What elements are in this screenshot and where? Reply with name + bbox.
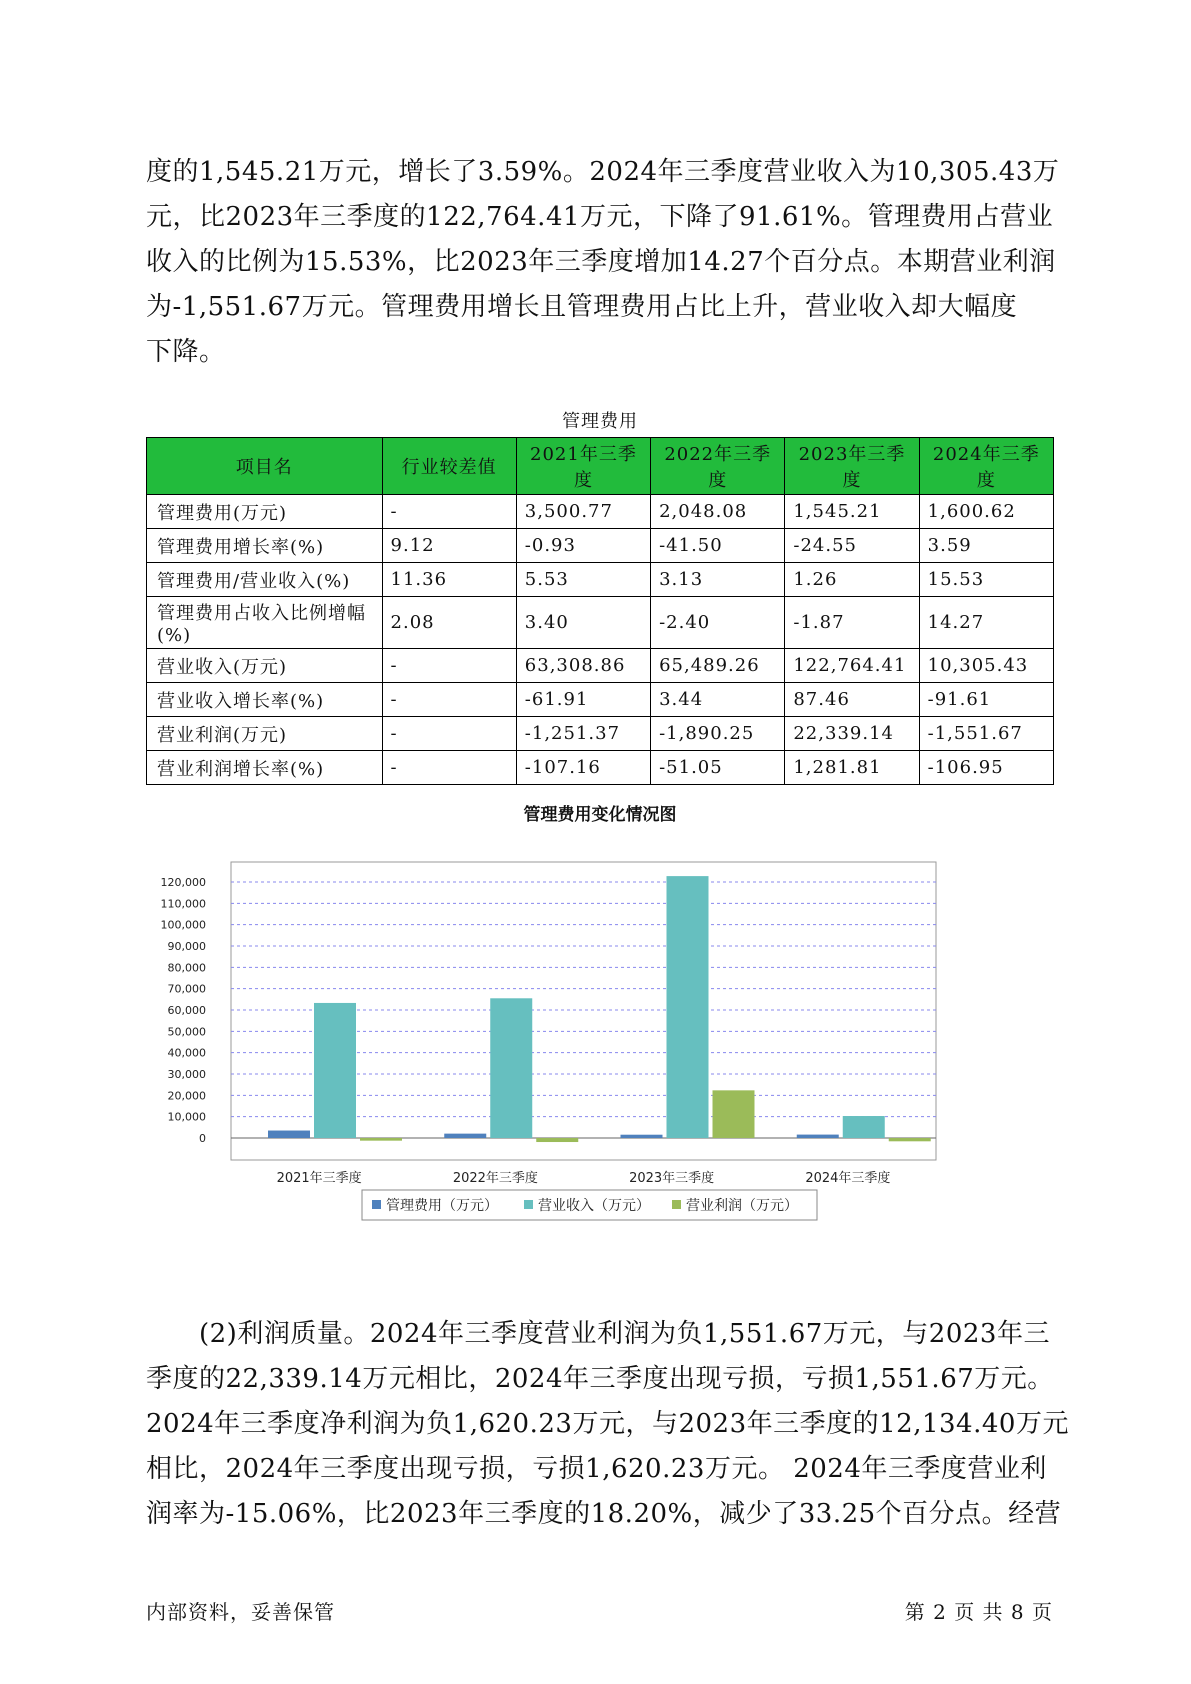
bar (536, 1138, 578, 1142)
table-header-cell: 2023年三季度 (785, 438, 919, 495)
table-cell: 22,339.14 (785, 717, 919, 751)
legend-swatch (372, 1200, 381, 1209)
table-cell: 3,500.77 (516, 495, 650, 529)
table-cell: 2,048.08 (651, 495, 785, 529)
table-row (147, 751, 1054, 785)
chart-plot-area (161, 862, 937, 1186)
table-row-label: 营业收入(万元) (147, 649, 383, 683)
table-row-label: 营业利润增长率(%) (147, 751, 383, 785)
table-row (147, 563, 1054, 597)
table-cell: -0.93 (516, 529, 650, 563)
bar (843, 1116, 885, 1138)
y-tick-label: 100,000 (160, 918, 206, 932)
table-body (147, 495, 1054, 785)
paragraph-line: 季度的22,339.14万元相比，2024年三季度出现亏损，亏损1,551.67万元。 (146, 1364, 1054, 1394)
table-cell: -1,251.37 (516, 717, 650, 751)
y-tick-label: 0 (199, 1132, 206, 1145)
legend-swatch (672, 1200, 681, 1209)
table-cell: -1,551.67 (919, 717, 1053, 751)
paragraph-line: 下降。 (146, 337, 226, 367)
chart-legend (362, 1190, 817, 1220)
bar (797, 1135, 839, 1138)
legend-label: 管理费用（万元） (386, 1198, 498, 1214)
table-cell: -106.95 (919, 751, 1053, 785)
table-header-cell: 行业较差值 (382, 438, 516, 495)
table-cell: -24.55 (785, 529, 919, 563)
table-cell: -51.05 (651, 751, 785, 785)
table-cell: - (382, 683, 516, 717)
table-cell: - (382, 751, 516, 785)
table-cell: 65,489.26 (651, 649, 785, 683)
bar (889, 1138, 931, 1141)
table-cell: - (382, 717, 516, 751)
bar (713, 1090, 755, 1138)
y-tick-label: 10,000 (167, 1110, 206, 1124)
table-header-cell: 2022年三季度 (651, 438, 785, 495)
table-cell: 3.40 (516, 597, 650, 649)
paragraph-line: 元，比2023年三季度的122,764.41万元，下降了91.61%。管理费用占营业 (146, 202, 1054, 232)
paragraph-line: (2)利润质量。2024年三季度营业利润为负1,551.67万元，与2023年三 (146, 1319, 1050, 1349)
table-cell: 1,545.21 (785, 495, 919, 529)
admin-expense-table (146, 437, 1054, 785)
table-cell: -1,890.25 (651, 717, 785, 751)
paragraph-line: 相比，2024年三季度出现亏损，亏损1,620.23万元。 2024年三季度营业利 (146, 1454, 1047, 1484)
table-row (147, 649, 1054, 683)
bar (667, 876, 709, 1138)
table-cell: -2.40 (651, 597, 785, 649)
table-cell: 11.36 (382, 563, 516, 597)
table-cell: 2.08 (382, 597, 516, 649)
paragraph-profit-quality (146, 1312, 1069, 1537)
bar (444, 1134, 486, 1138)
paragraph-admin-expense-summary (146, 150, 1060, 375)
table-header-cell: 2021年三季度 (516, 438, 650, 495)
table-row (147, 597, 1054, 649)
table-cell: 10,305.43 (919, 649, 1053, 683)
y-tick-label: 70,000 (167, 982, 206, 996)
table-header-cell: 2024年三季度 (919, 438, 1053, 495)
table-cell: -41.50 (651, 529, 785, 563)
legend-swatch (524, 1200, 533, 1209)
paragraph-line: 收入的比例为15.53%，比2023年三季度增加14.27个百分点。本期营业利润 (146, 247, 1056, 277)
table-cell: 87.46 (785, 683, 919, 717)
table-cell: -1.87 (785, 597, 919, 649)
table-cell: -107.16 (516, 751, 650, 785)
table-cell: 3.13 (651, 563, 785, 597)
table-row-label: 营业利润(万元) (147, 717, 383, 751)
chart-title: 管理费用变化情况图 (523, 805, 677, 825)
paragraph-line: 2024年三季度净利润为负1,620.23万元，与2023年三季度的12,134.40万元 (146, 1409, 1069, 1439)
paragraph-line: 度的1,545.21万元，增长了3.59%。2024年三季度营业收入为10,305.43万 (146, 157, 1060, 187)
y-tick-label: 40,000 (167, 1046, 206, 1060)
table-header-row (147, 438, 1054, 495)
table-row-label: 管理费用占收入比例增幅(%) (147, 597, 383, 649)
table-row (147, 529, 1054, 563)
table-cell: 5.53 (516, 563, 650, 597)
table-cell: 15.53 (919, 563, 1053, 597)
table-cell: -91.61 (919, 683, 1053, 717)
table-cell: 9.12 (382, 529, 516, 563)
x-tick-label: 2021年三季度 (276, 1171, 362, 1186)
table-row (147, 495, 1054, 529)
table-header-cell: 项目名 (147, 438, 383, 495)
table-row-label: 管理费用(万元) (147, 495, 383, 529)
y-tick-label: 20,000 (167, 1089, 206, 1103)
bar (621, 1135, 663, 1138)
table-cell: 1.26 (785, 563, 919, 597)
table-cell: 14.27 (919, 597, 1053, 649)
y-tick-label: 110,000 (160, 897, 206, 911)
x-tick-label: 2022年三季度 (452, 1171, 538, 1186)
y-tick-label: 80,000 (167, 961, 206, 975)
table-cell: 3.44 (651, 683, 785, 717)
legend-label: 营业利润（万元） (686, 1198, 798, 1214)
bar (360, 1138, 402, 1141)
y-tick-label: 60,000 (167, 1004, 206, 1017)
footer-confidential-note: 内部资料，妥善保管 (146, 1600, 335, 1624)
legend-label: 营业收入（万元） (538, 1198, 650, 1214)
table-cell: 1,600.62 (919, 495, 1053, 529)
table-cell: - (382, 649, 516, 683)
admin-expense-chart (146, 805, 1046, 1390)
y-tick-label: 120,000 (160, 876, 206, 889)
table-cell: - (382, 495, 516, 529)
table-cell: 63,308.86 (516, 649, 650, 683)
table-row-label: 管理费用增长率(%) (147, 529, 383, 563)
table-row (147, 683, 1054, 717)
footer-page-number: 第 2 页 共 8 页 (904, 1600, 1053, 1624)
x-tick-label: 2024年三季度 (805, 1171, 891, 1186)
bar (314, 1003, 356, 1138)
table-cell: 3.59 (919, 529, 1053, 563)
table-caption: 管理费用 (562, 411, 638, 432)
y-tick-label: 50,000 (167, 1025, 206, 1039)
bar (268, 1131, 310, 1138)
table-row (147, 717, 1054, 751)
bar (490, 998, 532, 1138)
table-row-label: 管理费用/营业收入(%) (147, 563, 383, 597)
paragraph-line: 润率为-15.06%，比2023年三季度的18.20%，减少了33.25个百分点。经营 (146, 1499, 1062, 1529)
x-tick-label: 2023年三季度 (629, 1171, 715, 1186)
table-cell: 1,281.81 (785, 751, 919, 785)
paragraph-line: 为-1,551.67万元。管理费用增长且管理费用占比上升，营业收入却大幅度 (146, 292, 1018, 322)
table-row-label: 营业收入增长率(%) (147, 683, 383, 717)
y-tick-label: 30,000 (167, 1068, 206, 1081)
table-cell: -61.91 (516, 683, 650, 717)
table-cell: 122,764.41 (785, 649, 919, 683)
y-tick-label: 90,000 (167, 940, 206, 953)
